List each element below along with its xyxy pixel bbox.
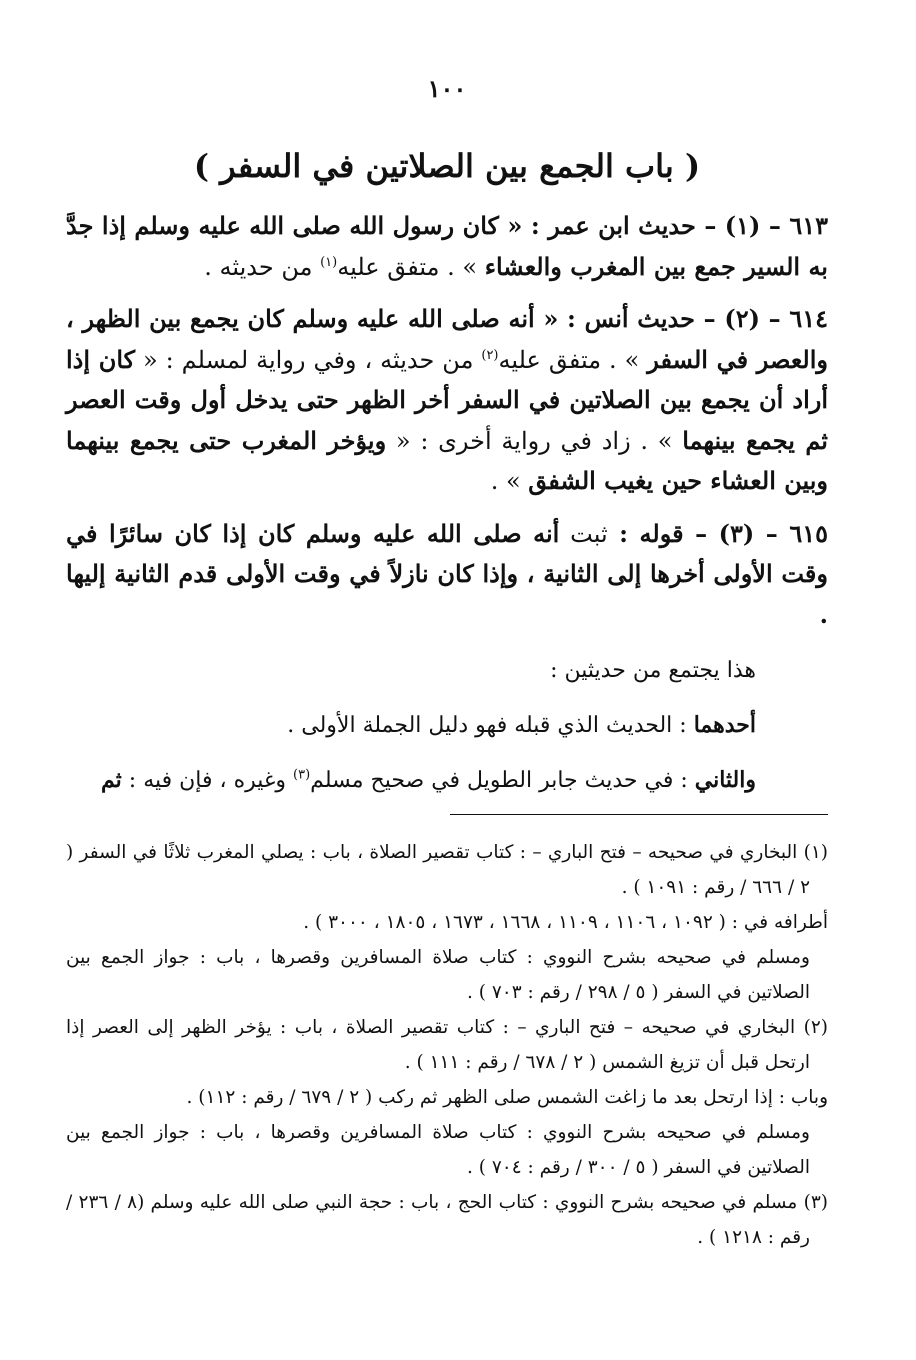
footnote-ref[interactable]: (١) (320, 254, 338, 270)
hadith-intro: حديث أنس : « (534, 304, 695, 333)
chapter-title: ( باب الجمع بين الصلاتين في السفر ) (193, 147, 701, 185)
hadith-source-tail: من حديثه ، وفي رواية لمسلم : « (135, 345, 482, 374)
hadith-number: ٦١٥ – (٣) – (683, 518, 828, 548)
commentary (66, 643, 828, 808)
page-number: ١٠٠ (427, 74, 467, 103)
second-text: : في حديث جابر الطويل في صحيح مسلم (310, 768, 695, 793)
narration-note: » . زاد في رواية أخرى : « (386, 426, 683, 455)
first-label: أحدهما (693, 712, 756, 738)
commentary-second (66, 753, 828, 808)
hadith-plain: ثبت (559, 519, 608, 548)
footnote-1: (١) البخاري في صحيحه – فتح الباري – : كتاب تقصير الصلاة ، باب : يصلي المغرب ثلاثًا في السفر ( ٢ / ٦٦٦ / رقم : ١٠٩١ ) . (66, 842, 828, 898)
hadith-quote: كان إذا أراد أن يجمع بين الصلاتين في السفر أخر الظهر حتى يدخل أول وقت العصر ثم يجمع بينهما (66, 344, 828, 455)
footnotes (66, 835, 828, 1255)
footnote-2-chapter: وباب : إذا ارتحل بعد ما زاغت الشمس صلى الظهر ثم ركب ( ٢ / ٦٧٩ / رقم : ١١٢) . (186, 1087, 828, 1108)
footnote-ref[interactable]: (٢) (481, 347, 499, 363)
hadith-number: ٦١٣ – (١) – (695, 211, 828, 240)
hadith-source: » . متفق عليه (337, 252, 485, 281)
hadith-quote: كان رسول الله صلى الله عليه وسلم إذا جدَّ به السير جمع بين المغرب والعشاء (66, 211, 828, 281)
footnote-ref[interactable]: (٣) (293, 767, 311, 783)
hadith-number: ٦١٤ – (٢) – (694, 304, 828, 333)
second-bold-end: ثم (101, 767, 122, 793)
commentary-first (66, 698, 828, 753)
hadith-quote: أنه صلى الله عليه وسلم كان إذا كان سائرًا في وقت الأولى أخرها إلى الثانية ، وإذا كان نازلاً في وقت الأولى قدم الثانية إليها . (66, 518, 828, 629)
hadith-intro: قوله : (607, 518, 684, 548)
second-tail: وغيره ، فإن فيه : (121, 768, 294, 793)
footnote-2-muslim: ومسلم في صحيحه بشرح النووي : كتاب صلاة المسافرين وقصرها ، باب : جواز الجمع بين الصلاتين في السفر ( ٥ / ٣٠٠ / رقم : ٧٠٤ ) . (66, 1122, 810, 1178)
hadith-source-tail: من حديثه . (204, 252, 321, 281)
hadith-613 (66, 206, 828, 287)
hadith-quote: ويؤخر المغرب حتى يجمع بينهما وبين العشاء حين يغيب الشفق (66, 425, 828, 495)
footnote-2: (٢) البخاري في صحيحه – فتح الباري – : كتاب تقصير الصلاة ، باب : يؤخر الظهر إلى العصر إذا ارتحل قبل أن تزيغ الشمس ( ٢ / ٦٧٨ / رقم : ١١١ ) . (66, 1017, 828, 1073)
main-text (66, 206, 828, 635)
hadith-intro: حديث ابن عمر : « (498, 211, 696, 240)
hadith-quote: أنه صلى الله عليه وسلم كان يجمع بين الظهر ، والعصر في السفر (66, 304, 828, 374)
hadith-615 (66, 514, 828, 636)
commentary-intro: هذا يجتمع من حديثين : (550, 658, 756, 683)
footnote-1-related: أطرافه في : ( ١٠٩٢ ، ١١٠٦ ، ١١٠٩ ، ١٦٦٨ ، ١٦٧٣ ، ١٨٠٥ ، ٣٠٠٠ ) . (303, 912, 828, 933)
quote-close: » . (490, 467, 529, 495)
second-label: والثاني (694, 767, 756, 793)
first-text: : الحديث الذي قبله فهو دليل الجملة الأولى . (287, 713, 694, 738)
footnote-3: (٣) مسلم في صحيحه بشرح النووي : كتاب الحج ، باب : حجة النبي صلى الله عليه وسلم (٨ / ٢٣٦ / رقم : ١٢١٨ ) . (66, 1192, 828, 1248)
hadith-source: » . متفق عليه (498, 345, 648, 374)
footnote-1-muslim: ومسلم في صحيحه بشرح النووي : كتاب صلاة المسافرين وقصرها ، باب : جواز الجمع بين الصلاتين في السفر ( ٥ / ٢٩٨ / رقم : ٧٠٣ ) . (66, 947, 810, 1003)
hadith-614 (66, 299, 828, 502)
footnote-divider (450, 814, 828, 815)
